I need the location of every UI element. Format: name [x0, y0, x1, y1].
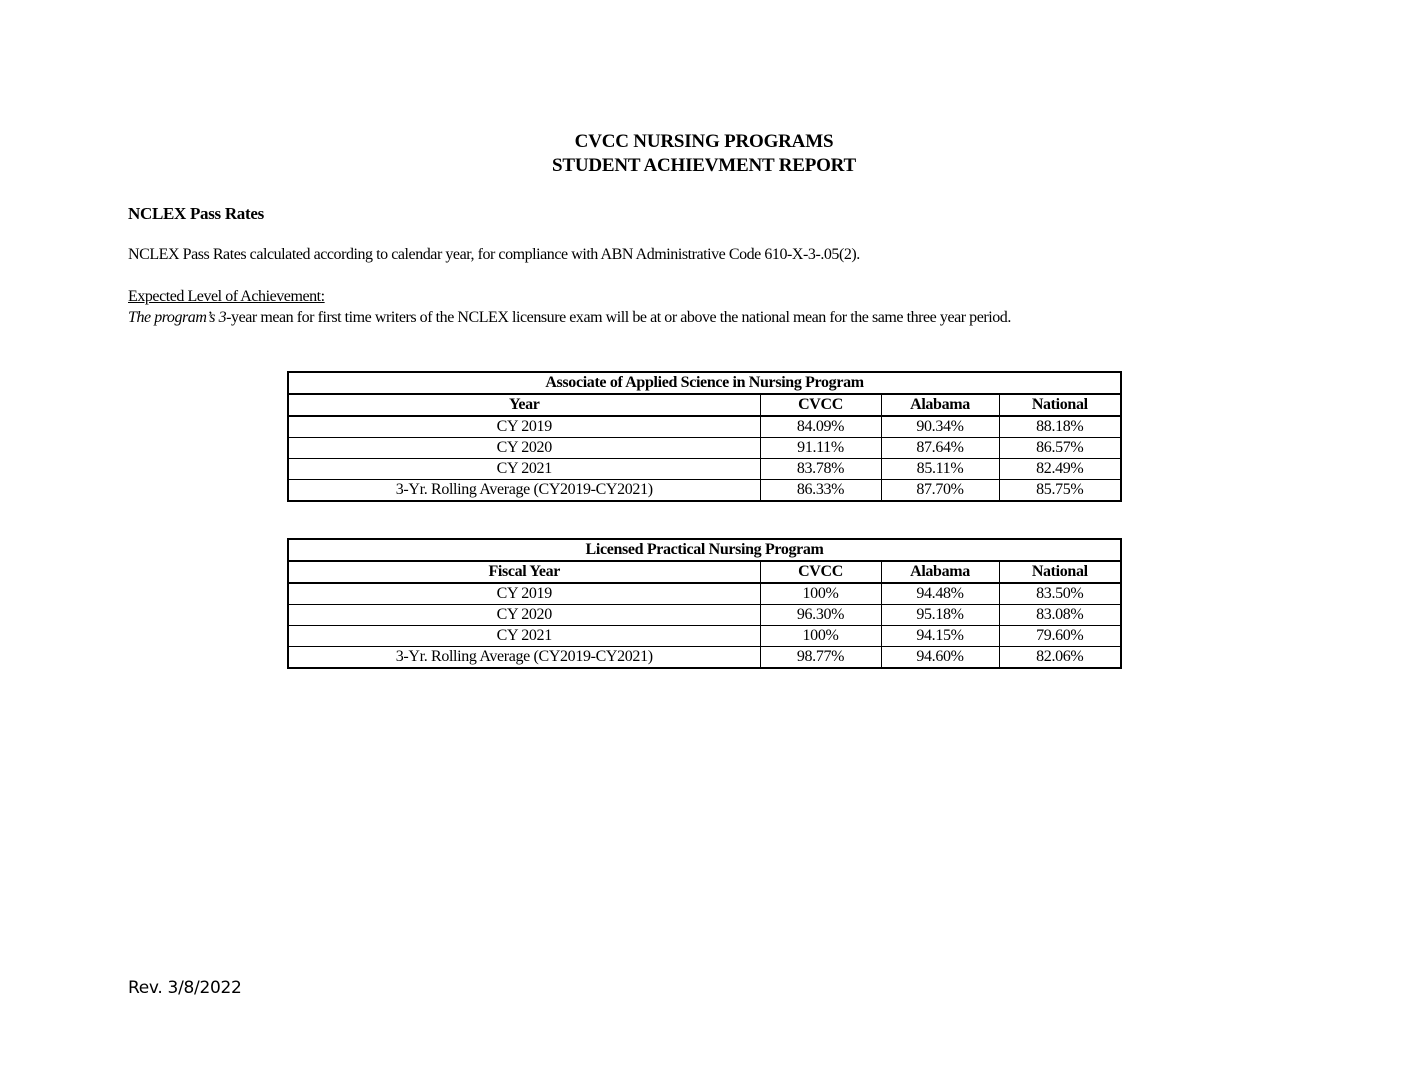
table-cell: CY 2021: [288, 459, 760, 480]
table-cell: CY 2019: [288, 416, 760, 438]
table-cell: 98.77%: [760, 647, 881, 669]
table-cell: 85.75%: [999, 480, 1121, 502]
table-cell: 88.18%: [999, 416, 1121, 438]
expected-level-label: Expected Level of Achievement:: [128, 288, 325, 305]
table-caption-row: [288, 372, 1121, 394]
table-row: [288, 647, 1121, 669]
table-row: [288, 438, 1121, 459]
section-heading: NCLEX Pass Rates: [128, 204, 264, 223]
table-cell: 87.64%: [881, 438, 999, 459]
table-caption: Associate of Applied Science in Nursing Program: [288, 372, 1121, 394]
expected-level-text-italic: The program’s 3: [128, 309, 227, 326]
table-cell: 82.06%: [999, 647, 1121, 669]
table-cell: 86.33%: [760, 480, 881, 502]
table-cell: 83.78%: [760, 459, 881, 480]
table-row: [288, 626, 1121, 647]
column-header: CVCC: [760, 394, 881, 416]
table-cell: 83.08%: [999, 605, 1121, 626]
column-header: Alabama: [881, 394, 999, 416]
table-cell: 96.30%: [760, 605, 881, 626]
column-header: National: [999, 394, 1121, 416]
table-cell: 94.48%: [881, 583, 999, 605]
table-header-row: [288, 394, 1121, 416]
table-cell: CY 2020: [288, 605, 760, 626]
table-cell: 83.50%: [999, 583, 1121, 605]
table-cell: 90.34%: [881, 416, 999, 438]
table-cell: CY 2021: [288, 626, 760, 647]
table-cell: 100%: [760, 583, 881, 605]
table-cell: CY 2020: [288, 438, 760, 459]
expected-level-text-rest: -year mean for first time writers of the NCLEX licensure exam will be at or above the national mean for the same three year period.: [226, 309, 1011, 326]
table-cell: 82.49%: [999, 459, 1121, 480]
column-header: National: [999, 561, 1121, 583]
revision-date: Rev. 3/8/2022: [128, 978, 242, 998]
table-row: [288, 583, 1121, 605]
table-cell: 94.60%: [881, 647, 999, 669]
lpn-nursing-table: [287, 538, 1122, 669]
table-row: [288, 605, 1121, 626]
table-caption-row: [288, 539, 1121, 561]
column-header: Year: [288, 394, 760, 416]
table-cell: 84.09%: [760, 416, 881, 438]
table-header-row: [288, 561, 1121, 583]
intro-paragraph: NCLEX Pass Rates calculated according to calendar year, for compliance with ABN Administrative Code 610-X-3-.05(2).: [128, 246, 860, 263]
table-cell: 91.11%: [760, 438, 881, 459]
table-row: [288, 416, 1121, 438]
table-cell: 86.57%: [999, 438, 1121, 459]
aas-nursing-table: [287, 371, 1122, 502]
table-cell: 85.11%: [881, 459, 999, 480]
column-header: Alabama: [881, 561, 999, 583]
table-cell: 3-Yr. Rolling Average (CY2019-CY2021): [288, 480, 760, 502]
table-cell: CY 2019: [288, 583, 760, 605]
table-row: [288, 459, 1121, 480]
table-row: [288, 480, 1121, 502]
column-header: Fiscal Year: [288, 561, 760, 583]
column-header: CVCC: [760, 561, 881, 583]
table-cell: 100%: [760, 626, 881, 647]
report-title-line-1: CVCC NURSING PROGRAMS: [574, 131, 834, 152]
table-cell: 79.60%: [999, 626, 1121, 647]
table-cell: 87.70%: [881, 480, 999, 502]
report-title-line-2: STUDENT ACHIEVMENT REPORT: [551, 155, 857, 176]
table-cell: 95.18%: [881, 605, 999, 626]
expected-level-text: [128, 308, 1011, 328]
table-caption: Licensed Practical Nursing Program: [288, 539, 1121, 561]
table-cell: 3-Yr. Rolling Average (CY2019-CY2021): [288, 647, 760, 669]
table-cell: 94.15%: [881, 626, 999, 647]
